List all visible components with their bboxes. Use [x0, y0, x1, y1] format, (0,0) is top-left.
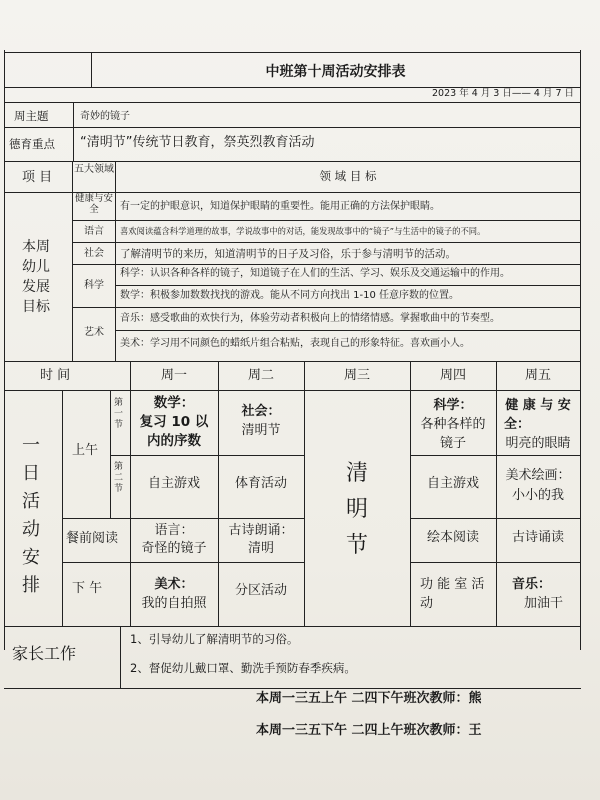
- goals-header-domain-goals: 领 域 目 标: [319, 169, 377, 183]
- cell-fri-3: 古诗诵读: [511, 530, 564, 545]
- hline: [4, 361, 581, 362]
- cell-fri-4: [512, 575, 580, 613]
- schedule-header-tue: 周二: [247, 368, 274, 383]
- schedule-header-mon: 周一: [160, 368, 187, 383]
- parent-work-item-1: 1、引导幼儿了解清明节的习俗。: [130, 632, 299, 646]
- hline: [72, 220, 581, 221]
- goal-text-language: 喜欢阅读蕴含科学道理的故事，学说故事中的对话，能发现故事中的“镜子”与生活中的镜子的不同。: [120, 226, 486, 236]
- cell-line: 各种各样的: [420, 417, 486, 432]
- cell-line: 功 能 室 活: [420, 577, 485, 592]
- hline: [4, 102, 581, 103]
- cell-mon-1: [130, 394, 218, 451]
- cell-line: 美术：: [154, 577, 194, 592]
- goal-domain-art: 艺术: [84, 327, 104, 338]
- goal-text-health: 有一定的护眼意识，知道保护眼睛的重要性。能用正确的方法保护眼睛。: [120, 201, 440, 212]
- goal-text-music: 音乐：感受歌曲的欢快行为，体验劳动者积极向上的情绪情感。掌握歌曲中的节奏型。: [120, 313, 500, 324]
- cell-line: 健 康 与 安: [505, 398, 571, 413]
- parent-work-item-2: 2、督促幼儿戴口罩、勤洗手预防春季疾病。: [130, 661, 356, 675]
- cell-line: 小小的我: [511, 488, 564, 503]
- theme-label: 周主题: [14, 109, 49, 123]
- vline: [62, 390, 63, 626]
- schedule-header-fri: 周五: [524, 368, 551, 383]
- hline: [410, 455, 581, 456]
- goal-text-math: 数学：积极参加数数找找的游戏。能从不同方向找出 1-10 任意序数的位置。: [120, 290, 460, 301]
- hline: [4, 390, 581, 391]
- goals-section-label: 本周幼儿发展目标: [22, 239, 50, 315]
- hline: [62, 518, 304, 519]
- hline: [115, 285, 581, 286]
- cell-thu-3: 绘本阅读: [426, 530, 479, 545]
- cell-mon-3: [130, 522, 218, 558]
- hline: [72, 264, 581, 265]
- vline: [73, 102, 74, 161]
- hline: [410, 562, 581, 563]
- cell-tue-3: [218, 522, 304, 558]
- cell-thu-2: 自主游戏: [426, 476, 479, 491]
- cell-thu-4: [420, 575, 496, 613]
- footer-teacher-1: 本周一三五上午 二四下午班次教师：熊: [256, 691, 482, 706]
- cell-line: 镜子: [439, 436, 466, 451]
- goal-text-art: 美术：学习用不同颜色的蜡纸片组合粘贴，表现自己的形象特征。喜欢画小人。: [120, 338, 470, 349]
- moral-label: 德育重点: [9, 137, 55, 151]
- border-right: [580, 50, 581, 650]
- hline: [4, 127, 581, 128]
- cell-line: 美术绘画：: [505, 468, 571, 483]
- hline: [4, 161, 581, 162]
- cell-fri-2: [496, 466, 580, 506]
- cell-thu-1: [410, 396, 496, 453]
- vline: [120, 626, 121, 688]
- schedule-header-time: 时 间: [40, 368, 71, 383]
- date-range: 2023 年 4 月 3 日—— 4 月 7 日: [432, 88, 575, 99]
- hline: [4, 626, 581, 627]
- hline: [410, 518, 581, 519]
- cell-line: 内的序数: [147, 433, 201, 449]
- goals-header-project: 项 目: [22, 170, 53, 185]
- hline: [72, 242, 581, 243]
- cell-line: 古诗朗诵：: [228, 523, 294, 538]
- cell-line: 动: [420, 596, 434, 611]
- cell-line: 数学：: [153, 395, 195, 411]
- cell-tue-2: 体育活动: [234, 476, 287, 491]
- border-left: [4, 50, 5, 650]
- goal-text-social: 了解清明节的来历，知道清明节的日子及习俗，乐于参与清明节的活动。: [120, 248, 456, 260]
- cell-line: 社会：: [241, 404, 281, 419]
- goal-domain-language: 语言: [84, 226, 104, 237]
- page-title: 中班第十周活动安排表: [265, 64, 406, 80]
- goal-text-science: 科学：认识各种各样的镜子，知道镜子在人们的生活、学习、娱乐及交通运输中的作用。: [120, 268, 510, 279]
- moral-value: “清明节”传统节日教育，祭英烈教育活动: [80, 135, 315, 150]
- cell-line: 清明节: [241, 423, 281, 438]
- cell-fri-1: [496, 396, 580, 453]
- cell-line: 奇怪的镜子: [141, 541, 207, 556]
- theme-value: 奇妙的镜子: [80, 111, 130, 122]
- goal-domain-science: 科学: [84, 280, 104, 291]
- footer-teacher-2: 本周一三五下午 二四上午班次教师：王: [256, 723, 482, 738]
- cell-line: 全：: [504, 417, 531, 432]
- slot-morning: 上午: [72, 443, 99, 458]
- hline: [4, 688, 581, 689]
- cell-line: 音乐：: [512, 577, 552, 592]
- schedule-header-thu: 周四: [439, 368, 466, 383]
- goals-header-five-domains: 五大领域: [74, 164, 114, 175]
- cell-line: 语言：: [154, 523, 194, 538]
- parent-work-label: 家长工作: [12, 644, 77, 663]
- hline: [62, 562, 304, 563]
- vline: [110, 390, 111, 518]
- schedule-header-wed: 周三: [343, 368, 370, 383]
- cell-tue-1: [218, 402, 304, 440]
- cell-line: 科学：: [433, 398, 473, 413]
- cell-tue-4: 分区活动: [234, 583, 287, 598]
- hline: [110, 455, 304, 456]
- slot-section-1: 第一节: [114, 398, 124, 430]
- cell-mon-4: [130, 575, 218, 613]
- hline: [72, 307, 581, 308]
- cell-line: 加油干: [524, 596, 564, 611]
- slot-section-2: 第二节: [114, 462, 124, 494]
- slot-afternoon: 下 午: [72, 581, 103, 596]
- hline: [115, 330, 581, 331]
- goal-domain-social: 社会: [84, 248, 104, 259]
- wed-holiday: 清明节: [345, 461, 368, 558]
- cell-line: 我的自拍照: [141, 596, 207, 611]
- goal-domain-health: 健康与安全: [74, 193, 113, 215]
- slot-before-meal: 餐前阅读: [66, 531, 119, 546]
- schedule-section-label: 一日活动安排: [22, 435, 40, 596]
- cell-line: 复习 10 以: [139, 414, 209, 430]
- cell-line: 清明: [247, 541, 274, 556]
- cell-line: 明亮的眼睛: [505, 436, 571, 451]
- cell-mon-2: 自主游戏: [147, 476, 200, 491]
- vline: [304, 361, 305, 626]
